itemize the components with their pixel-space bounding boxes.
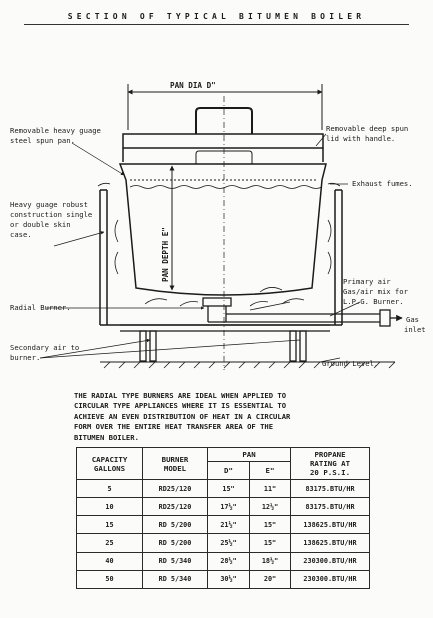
cell-rating: 138625.BTU/HR: [291, 516, 370, 534]
cell-e: 18½": [250, 552, 291, 570]
cell-model: RD 5/340: [143, 570, 208, 588]
header-propane-line2: RATING AT: [309, 459, 351, 468]
table-row: [77, 480, 370, 498]
header-model-line1: BURNER: [161, 454, 189, 464]
case-label-line4: case.: [10, 230, 32, 239]
cell-capacity: 15: [77, 516, 143, 534]
spun-pan: [120, 164, 326, 295]
lid: [123, 134, 323, 148]
secondary-air-line1: Secondary air to: [10, 343, 80, 352]
page-title: SECTION OF TYPICAL BITUMEN BOILER: [67, 12, 366, 21]
gas-label: Gas: [406, 315, 419, 324]
header-capacity-line1: CAPACITY: [91, 454, 128, 464]
leader-lines: [40, 134, 360, 362]
pan-dia-label: PAN DIA D": [170, 81, 216, 90]
header-model-line2: MODEL: [163, 463, 187, 473]
pan-label-line2: steel spun pan.: [10, 136, 75, 145]
cell-capacity: 50: [77, 570, 143, 588]
cell-capacity: 25: [77, 534, 143, 552]
cell-rating: 230300.BTU/HR: [291, 552, 370, 570]
table-row: [77, 516, 370, 534]
header-e: E": [250, 462, 291, 480]
cell-rating: 83175.BTU/HR: [291, 480, 370, 498]
heat-flow-arrows: [115, 220, 331, 306]
case-label-line3: or double skin: [10, 220, 71, 229]
header-capacity: [77, 448, 143, 480]
pan-depth-label: PAN DEPTH E": [161, 227, 170, 282]
cell-e: 20": [250, 570, 291, 588]
inlet-label: inlet: [404, 325, 426, 334]
cell-rating: 138625.BTU/HR: [291, 534, 370, 552]
header-propane-line3: 20 P.S.I.: [309, 468, 351, 477]
header-capacity-line2: GALLONS: [93, 463, 126, 473]
primary-air-line3: L.P.G. Burner.: [343, 297, 404, 306]
header-pan: PAN: [208, 448, 291, 462]
cell-e: 11": [250, 480, 291, 498]
cell-capacity: 40: [77, 552, 143, 570]
case-label-line1: Heavy guage robust: [10, 200, 88, 209]
specification-table: [76, 447, 370, 589]
primary-air-line1: Primary air: [343, 277, 391, 286]
secondary-air-line2: burner.: [10, 353, 41, 362]
cell-d: 17½": [208, 498, 250, 516]
cell-capacity: 5: [77, 480, 143, 498]
pan-label-line1: Removable heavy guage: [10, 126, 101, 135]
table-row: [77, 552, 370, 570]
case-label-line2: construction single: [10, 210, 93, 219]
cell-rating: 83175.BTU/HR: [291, 498, 370, 516]
table-row: [77, 534, 370, 552]
header-d: D": [208, 462, 250, 480]
cell-model: RD25/120: [143, 480, 208, 498]
radial-burner-label: Radial Burner.: [10, 303, 71, 312]
table-row: [77, 570, 370, 588]
primary-air-line2: Gas/air mix for: [343, 287, 408, 296]
header-propane: [291, 448, 370, 480]
cell-d: 25½": [208, 534, 250, 552]
cell-capacity: 10: [77, 498, 143, 516]
header-propane-line1: PROPANE: [314, 450, 346, 459]
cell-rating: 230300.BTU/HR: [291, 570, 370, 588]
cell-d: 28½": [208, 552, 250, 570]
description-paragraph: THE RADIAL TYPE BURNERS ARE IDEAL WHEN APPLIED TO CIRCULAR TYPE APPLIANCES WHERE IT IS ESSENTIAL TO ACHIEVE AN EVEN DISTRIBUTION OF HEAT IN A CIRCULAR FORM OVER THE ENTIRE HEAT TRANSFER AREA OF THE BITUMEN BOILER.: [74, 391, 291, 442]
cell-model: RD 5/200: [143, 516, 208, 534]
boiler-case: [100, 190, 342, 325]
cell-d: 30½": [208, 570, 250, 588]
cell-e: 15": [250, 516, 291, 534]
table-row: [77, 498, 370, 516]
legs: [140, 331, 306, 361]
lid-label-line2: lid with handle.: [326, 134, 396, 143]
cell-model: RD 5/200: [143, 534, 208, 552]
exhaust-label: Exhaust fumes.: [352, 179, 413, 188]
lid-label-line1: Removable deep spun: [326, 124, 409, 133]
header-model: [143, 448, 208, 480]
cell-d: 15": [208, 480, 250, 498]
cell-e: 12½": [250, 498, 291, 516]
cell-model: RD 5/340: [143, 552, 208, 570]
cell-e: 15": [250, 534, 291, 552]
cell-model: RD25/120: [143, 498, 208, 516]
cell-d: 21½": [208, 516, 250, 534]
ground-level-label: Ground Level.: [322, 359, 379, 368]
